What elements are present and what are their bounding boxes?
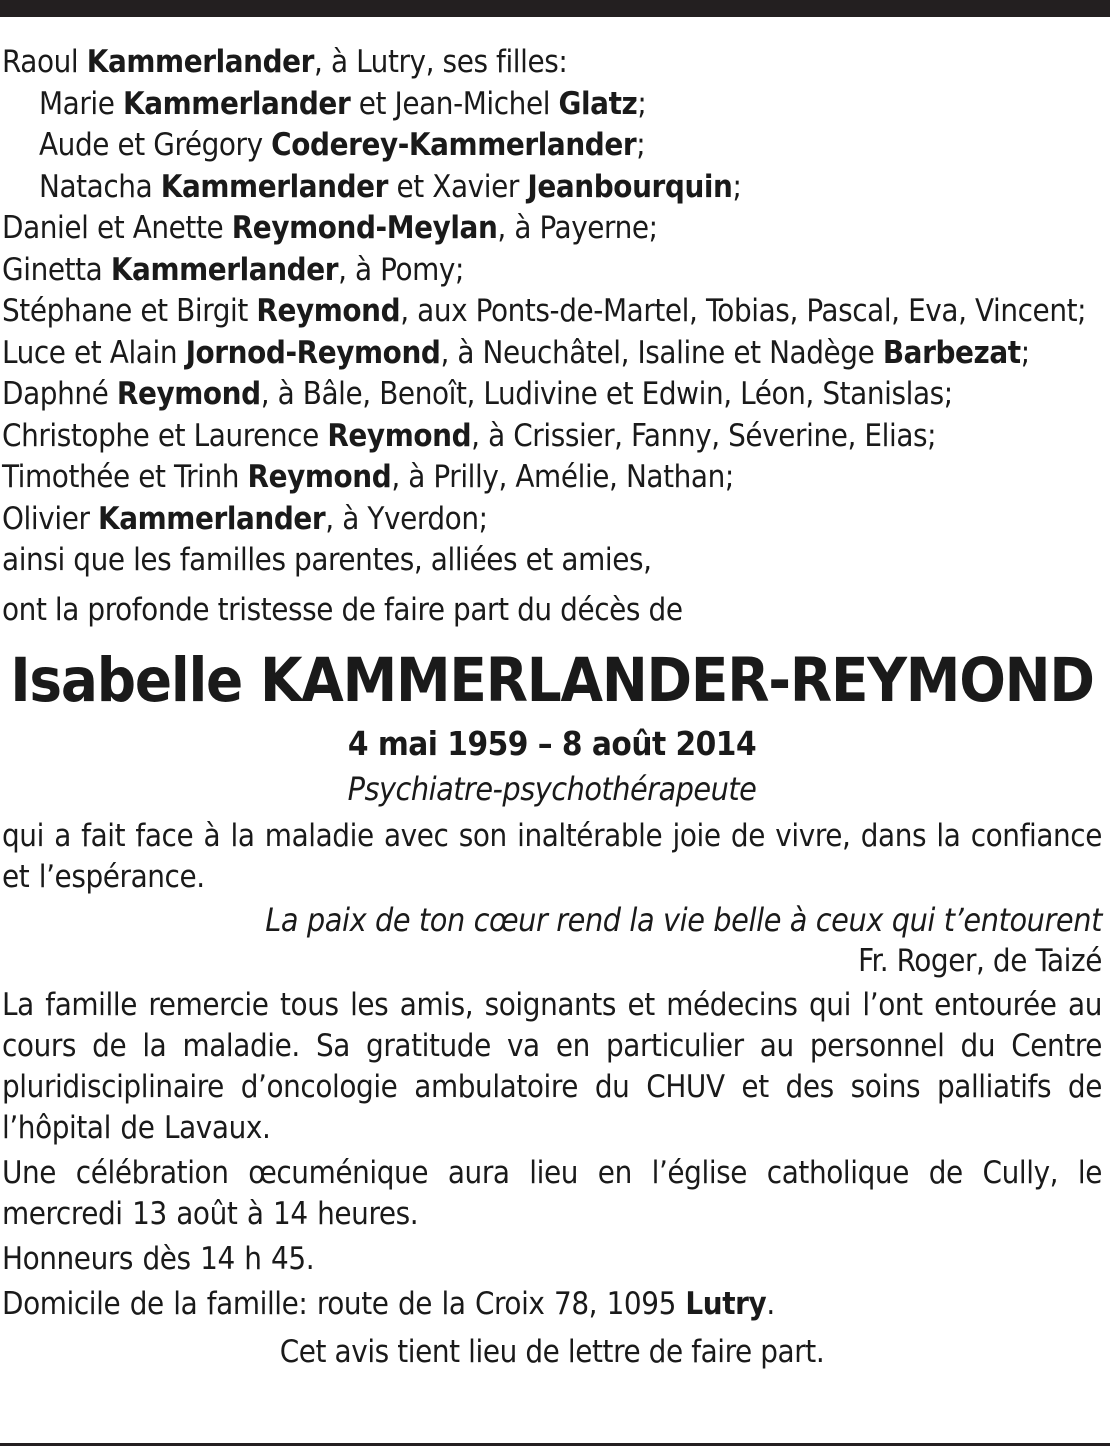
deceased-name: Isabelle KAMMERLANDER-REYMOND	[10, 644, 1094, 716]
family-surname: Kammerlander	[86, 44, 315, 80]
family-line	[2, 291, 1102, 333]
family-surname: Kammerlander	[110, 251, 339, 288]
ceremony-paragraph: Une célébration œcuménique aura lieu en l’église catholique de Cully, le mercredi 13 août à 14 heures.	[2, 1154, 1102, 1232]
family-line	[2, 167, 1102, 209]
family-line-text: Luce et Alain	[2, 334, 186, 371]
honours-line: Honneurs dès 14 h 45.	[2, 1240, 315, 1277]
family-line-text: et Jean-Michel	[350, 85, 559, 122]
family-surname: Jornod-Reymond	[185, 334, 441, 371]
family-line-text: Olivier	[2, 500, 98, 537]
domicile-city: Lutry	[685, 1285, 767, 1322]
bottom-border-rule	[0, 1443, 1110, 1446]
quote-text: La paix de ton cœur rend la vie belle à ceux qui t’entourent	[265, 900, 1102, 939]
family-line	[2, 42, 1102, 84]
family-line-text: , aux Ponts-de-Martel, Tobias, Pascal, Eva, Vincent;	[400, 293, 1087, 329]
closing-note: Cet avis tient lieu de lettre de faire part.	[279, 1333, 825, 1370]
family-line	[2, 416, 1102, 458]
family-surname: Jeanbourquin	[527, 168, 733, 205]
family-line	[2, 457, 1102, 499]
family-line-text: Marie	[39, 85, 123, 122]
domicile-suffix: .	[766, 1285, 775, 1322]
family-line-text: Aude et Grégory	[39, 127, 272, 163]
family-line	[2, 374, 1102, 416]
family-line	[2, 250, 1102, 292]
family-line-text: ;	[1020, 334, 1030, 371]
family-line-text: ;	[637, 85, 647, 122]
family-line	[2, 540, 1102, 582]
family-list	[2, 42, 1102, 582]
domicile-address: Domicile de la famille: route de la Croix 78, 1095	[2, 1285, 686, 1322]
obituary-notice	[2, 42, 1102, 1373]
family-surname: Glatz	[558, 85, 638, 122]
family-line-text: , à Crissier, Fanny, Séverine, Elias;	[471, 417, 937, 454]
profession: Psychiatre-psychothérapeute	[347, 769, 757, 808]
thanks-paragraph: La famille remercie tous les amis, soignants et médecins qui l’ont entourée au cours de la maladie. Sa gratitude va en particulier au personnel du Centre pluridisciplinaire d’oncologie ambulatoire du CHUV et des soins palliatifs de l’hôpital de Lavaux.	[2, 986, 1102, 1146]
family-line-text: , à Prilly, Amélie, Nathan;	[391, 459, 734, 495]
family-line-text: ;	[732, 168, 742, 205]
life-dates: 4 mai 1959 – 8 août 2014	[347, 723, 757, 763]
family-line-text: , à Bâle, Benoît, Ludivine et Edwin, Léon, Stanislas;	[260, 376, 953, 412]
spacer	[2, 582, 1102, 590]
tribute-paragraph: qui a fait face à la maladie avec son inaltérable joie de vivre, dans la confiance et l’espérance.	[2, 817, 1102, 895]
top-border-bar	[0, 0, 1110, 17]
family-line-text: Daphné	[2, 376, 117, 412]
family-line	[2, 208, 1102, 250]
family-line	[2, 84, 1102, 126]
family-line-text: Daniel et Anette	[2, 210, 232, 246]
family-surname: Kammerlander	[97, 500, 326, 537]
family-line-text: Christophe et Laurence	[2, 417, 328, 454]
family-surname: Kammerlander	[160, 168, 389, 205]
family-surname: Reymond-Meylan	[231, 210, 498, 246]
family-line	[2, 499, 1102, 541]
family-surname: Kammerlander	[123, 85, 351, 122]
family-line-text: Timothée et Trinh	[2, 459, 248, 495]
family-surname: Coderey-Kammerlander	[271, 127, 637, 163]
family-line-text: Ginetta	[2, 251, 111, 288]
family-surname: Reymond	[256, 293, 401, 329]
family-line-text: Stéphane et Birgit	[2, 293, 257, 329]
family-line-text: , à Pomy;	[338, 251, 465, 288]
family-line-text: et Xavier	[388, 168, 528, 205]
family-line-text: , à Payerne;	[497, 210, 658, 246]
family-line-text: ;	[636, 127, 646, 163]
family-line	[2, 333, 1102, 375]
family-line-text: Natacha	[39, 168, 161, 205]
announcement-text: ont la profonde tristesse de faire part du décès de	[2, 591, 683, 628]
family-line-text: Raoul	[2, 44, 87, 80]
family-surname: Reymond	[327, 417, 472, 454]
family-line-text: , à Yverdon;	[325, 500, 488, 537]
family-surname: Barbezat	[882, 334, 1021, 371]
family-line	[2, 125, 1102, 167]
family-surname: Reymond	[247, 459, 392, 495]
family-line-text: ainsi que les familles parentes, alliées et amies,	[2, 542, 652, 578]
family-line-text: , à Neuchâtel, Isaline et Nadège	[440, 334, 883, 371]
family-line-text: , à Lutry, ses filles:	[314, 44, 568, 80]
family-surname: Reymond	[116, 376, 261, 412]
domicile-line	[2, 1284, 1102, 1325]
quote-author: Fr. Roger, de Taizé	[858, 942, 1102, 979]
